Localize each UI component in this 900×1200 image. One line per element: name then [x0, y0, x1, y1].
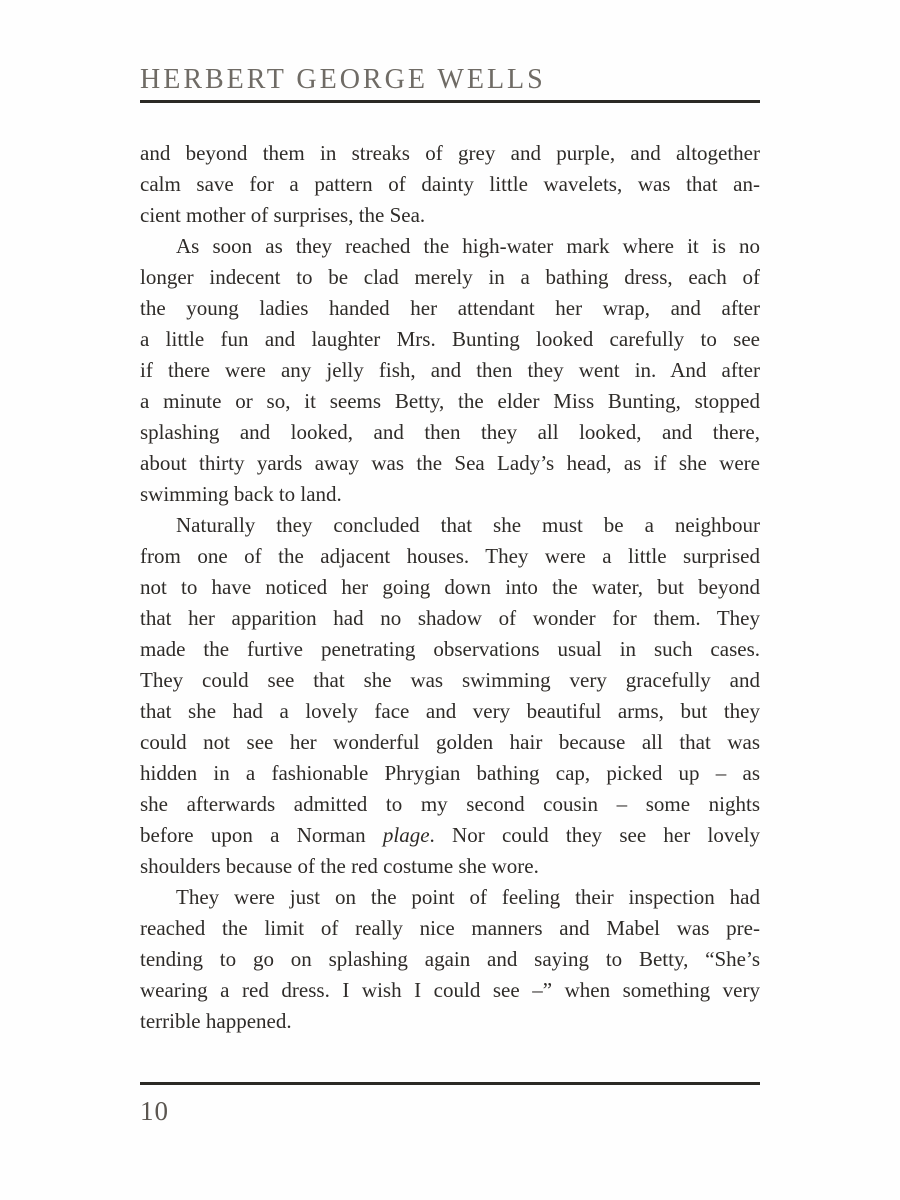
- paragraph: [140, 138, 760, 231]
- text-line: if there were any jelly fish, and then they went in. And after: [140, 358, 760, 382]
- text-line: from one of the adjacent houses. They were a little surprised: [140, 544, 760, 568]
- text-line: longer indecent to be clad merely in a bathing dress, each of: [140, 265, 760, 289]
- text-line: that she had a lovely face and very beautiful arms, but they: [140, 699, 760, 723]
- text-line: swimming back to land.: [140, 482, 342, 506]
- text-line: not to have noticed her going down into the water, but beyond: [140, 575, 760, 599]
- text-line: calm save for a pattern of dainty little wavelets, was that an-: [140, 172, 760, 196]
- text-line: tending to go on splashing again and saying to Betty, “She’s: [140, 947, 760, 971]
- text-line: As soon as they reached the high-water mark where it is no: [176, 234, 760, 258]
- text-line: that her apparition had no shadow of wonder for them. They: [140, 606, 760, 630]
- text-line: terrible happened.: [140, 1009, 292, 1033]
- author-name: HERBERT GEORGE WELLS: [140, 64, 546, 95]
- text-line: Naturally they concluded that she must be a neighbour: [176, 513, 760, 537]
- text-line: made the furtive penetrating observations usual in such cases.: [140, 637, 760, 661]
- text-line: shoulders because of the red costume she wore.: [140, 854, 539, 878]
- text-line: wearing a red dress. I wish I could see –” when something very: [140, 978, 760, 1002]
- text-line: the young ladies handed her attendant her wrap, and after: [140, 296, 760, 320]
- text-line: before upon a Norman plage. Nor could they see her lovely: [140, 823, 760, 847]
- text-line: cient mother of surprises, the Sea.: [140, 203, 426, 227]
- paragraph: [140, 231, 760, 510]
- running-header: [140, 62, 760, 103]
- text-line: They were just on the point of feeling their inspection had: [176, 885, 760, 909]
- text-line: and beyond them in streaks of grey and purple, and altogether: [140, 141, 760, 165]
- text-line: reached the limit of really nice manners and Mabel was pre-: [140, 916, 760, 940]
- page-body-text: [140, 138, 760, 1037]
- text-line: a minute or so, it seems Betty, the elder Miss Bunting, stopped: [140, 389, 760, 413]
- text-line: a little fun and laughter Mrs. Bunting looked carefully to see: [140, 327, 760, 351]
- header-rule: [140, 100, 760, 103]
- page-number: 10: [140, 1096, 169, 1126]
- text-line: splashing and looked, and then they all looked, and there,: [140, 420, 760, 444]
- paragraph: [140, 882, 760, 1037]
- text-line: They could see that she was swimming very gracefully and: [140, 668, 760, 692]
- text-line: could not see her wonderful golden hair because all that was: [140, 730, 760, 754]
- footer-rule: [140, 1082, 760, 1085]
- text-line: she afterwards admitted to my second cousin – some nights: [140, 792, 760, 816]
- text-line: about thirty yards away was the Sea Lady’s head, as if she were: [140, 451, 760, 475]
- paragraph: [140, 510, 760, 882]
- text-line: hidden in a fashionable Phrygian bathing cap, picked up – as: [140, 761, 760, 785]
